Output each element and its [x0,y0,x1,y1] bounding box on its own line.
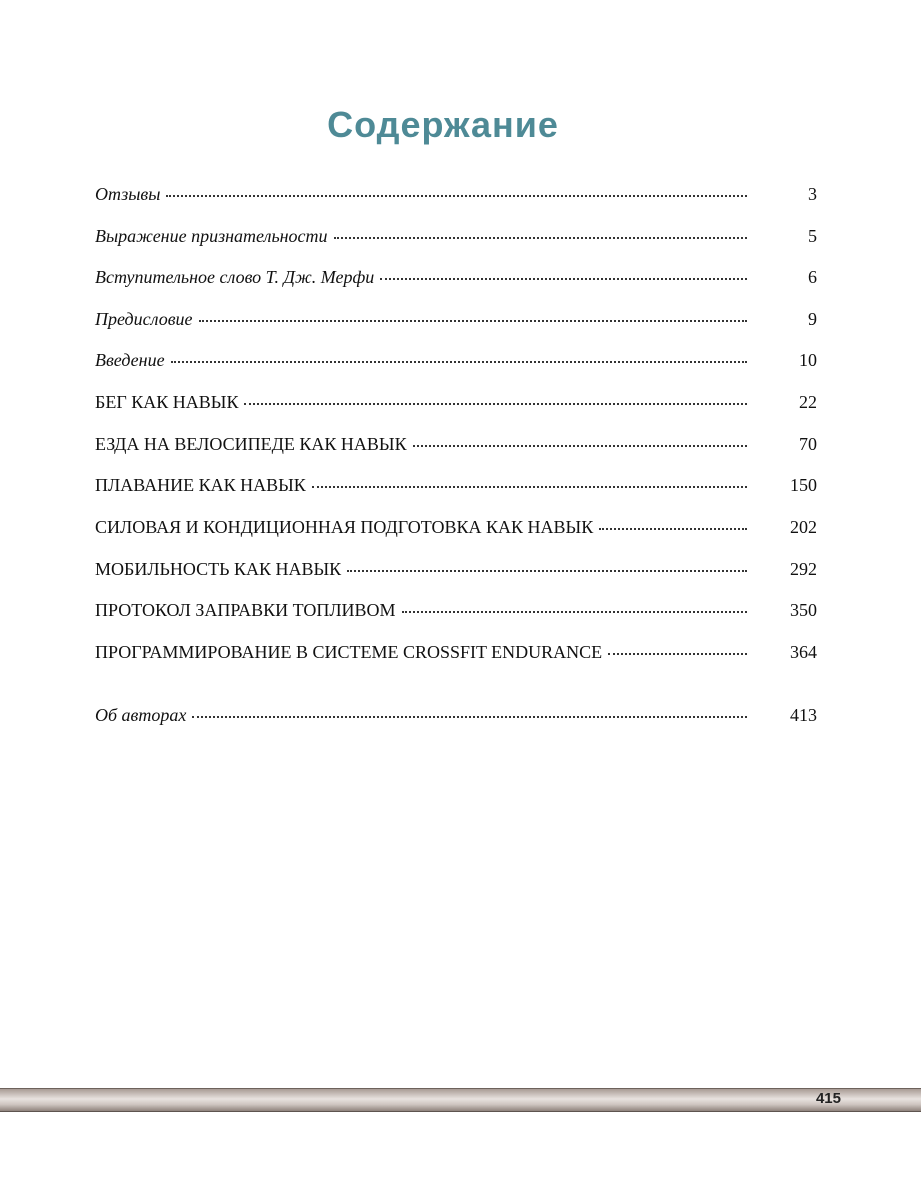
dot-leader [413,441,747,447]
dot-leader [166,191,747,197]
toc-entry-label: Вступительное слово Т. Дж. Мерфи [95,267,375,287]
dot-leader [608,649,747,655]
toc-entry-label: ПЛАВАНИЕ КАК НАВЫК [95,475,306,495]
toc-entry-label: БЕГ КАК НАВЫК [95,392,239,412]
dot-leader [402,607,747,613]
toc-entry[interactable] [95,224,817,248]
toc-entry[interactable] [95,265,817,289]
toc-entry[interactable] [95,557,817,581]
dot-leader [199,316,747,322]
dot-leader [380,274,747,280]
toc-entry-label: ПРОГРАММИРОВАНИЕ В СИСТЕМЕ CROSSFIT ENDURANCE [95,642,603,662]
toc-entry[interactable] [95,703,817,727]
dot-leader [192,712,747,718]
toc-entry-page: 3 [808,184,817,204]
toc-entry[interactable] [95,598,817,622]
toc-entry-page: 150 [790,475,817,495]
toc-entry-page: 364 [790,642,817,662]
toc-entry[interactable] [95,432,817,456]
toc-entry-page: 22 [799,392,817,412]
toc-entry-page: 10 [799,350,817,370]
page-title: Содержание [327,104,559,146]
toc-entry[interactable] [95,515,817,539]
dot-leader [599,524,747,530]
page-number: 415 [815,1090,841,1107]
toc-entry-page: 5 [808,226,817,246]
toc-entry[interactable] [95,348,817,372]
dot-leader [312,482,747,488]
toc-entry-page: 6 [808,267,817,287]
toc-entry-label: Отзывы [95,184,161,204]
toc-entry-page: 292 [790,559,817,579]
footer-band [0,1088,921,1112]
toc-entry-page: 413 [790,705,817,725]
toc-entry-label: ПРОТОКОЛ ЗАПРАВКИ ТОПЛИВОМ [95,600,396,620]
toc-entry-label: ЕЗДА НА ВЕЛОСИПЕДЕ КАК НАВЫК [95,434,407,454]
dot-leader [334,233,747,239]
dot-leader [171,357,747,363]
toc-entry[interactable] [95,390,817,414]
toc-entry-label: СИЛОВАЯ И КОНДИЦИОННАЯ ПОДГОТОВКА КАК НАВЫК [95,517,594,537]
toc-entry[interactable] [95,640,817,664]
toc-entry-label: МОБИЛЬНОСТЬ КАК НАВЫК [95,559,342,579]
toc-entry-page: 202 [790,517,817,537]
dot-leader [244,399,747,405]
toc-entry[interactable] [95,473,817,497]
toc-entry[interactable] [95,182,817,206]
dot-leader [347,566,747,572]
toc-entry[interactable] [95,307,817,331]
toc-entry-page: 70 [799,434,817,454]
toc-entry-label: Об авторах [95,705,187,725]
toc-entry-label: Предисловие [95,309,193,329]
toc-entry-label: Введение [95,350,165,370]
toc-entry-page: 9 [808,309,817,329]
toc-entry-page: 350 [790,600,817,620]
toc-entry-label: Выражение признательности [95,226,328,246]
